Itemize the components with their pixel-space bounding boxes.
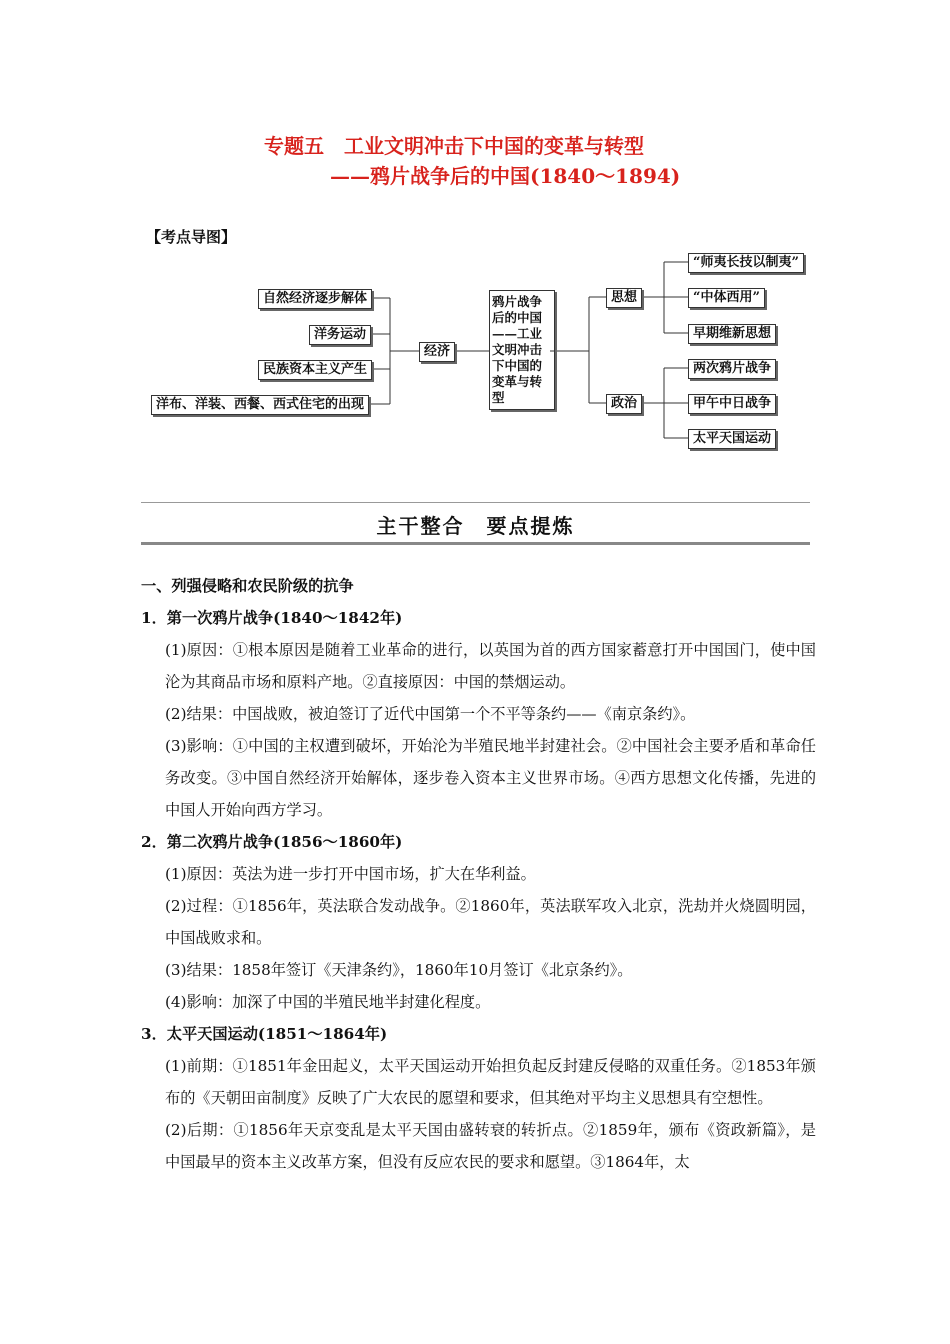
paragraph: (2)结果：中国战败，被迫签订了近代中国第一个不平等条约——《南京条约》。 (165, 705, 696, 723)
heading-level1: 一、列强侵略和农民阶级的抗争 (141, 577, 354, 595)
mindmap-node-economy: 经济 (419, 342, 455, 362)
section-rule-top (141, 502, 810, 503)
mindmap-node-politics: 政治 (606, 394, 642, 414)
mindmap-node-thought-item: 早期维新思想 (688, 324, 776, 344)
mindmap-node-politics-item: 太平天国运动 (688, 429, 776, 449)
main-content (141, 570, 816, 1178)
section-heading: 主干整合 要点提炼 (376, 514, 575, 538)
page-title: 专题五 工业文明冲击下中国的变革与转型 (264, 134, 644, 158)
section-rule-bottom (141, 542, 810, 545)
paragraph: (4)影响：加深了中国的半殖民地半封建化程度。 (165, 993, 491, 1011)
paragraph: (2)后期：①1856年天京变乱是太平天国由盛转衰的转折点。②1859年，颁布《资政新篇》，是中国最早的资本主义改革方案，但没有反应农民的要求和愿望。③1864年，太 (165, 1121, 816, 1171)
paragraph: (1)原因：①根本原因是随着工业革命的进行，以英国为首的西方国家蓄意打开中国国门，使中国沦为其商品市场和原料产地。②直接原因：中国的禁烟运动。 (165, 641, 816, 691)
paragraph: (3)影响：①中国的主权遭到破坏，开始沦为半殖民地半封建社会。②中国社会主要矛盾和革命任务改变。③中国自然经济开始解体，逐步卷入资本主义世界市场。④西方思想文化传播，先进的中国人开始向西方学习。 (165, 737, 816, 819)
guide-label: 【考点导图】 (146, 228, 237, 246)
paragraph: (1)原因：英法为进一步打开中国市场，扩大在华利益。 (165, 865, 536, 883)
paragraph: (3)结果：1858年签订《天津条约》，1860年10月签订《北京条约》。 (165, 961, 633, 979)
mindmap-node-thought: 思想 (606, 288, 642, 308)
mindmap-node-thought-item: “中体西用” (688, 288, 765, 308)
heading-item: 2．第二次鸦片战争(1856～1860年) (141, 833, 403, 851)
mindmap-node-economy-item: 洋务运动 (309, 325, 371, 345)
mindmap-node-economy-item: 民族资本主义产生 (258, 360, 372, 380)
page-subtitle: ——鸦片战争后的中国(1840～1894) (330, 164, 681, 188)
mindmap-connectors (0, 240, 950, 460)
mindmap-node-thought-item: “师夷长技以制夷” (688, 253, 804, 273)
mindmap-center-node: 鸦片战争后的中国——工业文明冲击下中国的变革与转型 (489, 290, 555, 410)
mindmap-node-economy-item: 洋布、洋装、西餐、西式住宅的出现 (151, 395, 369, 415)
heading-item: 1．第一次鸦片战争(1840～1842年) (141, 609, 403, 627)
mindmap-node-politics-item: 甲午中日战争 (688, 394, 776, 414)
mindmap-node-politics-item: 两次鸦片战争 (688, 359, 776, 379)
paragraph: (2)过程：①1856年，英法联合发动战争。②1860年，英法联军攻入北京，洗劫并火烧圆明园，中国战败求和。 (165, 897, 816, 947)
heading-item: 3．太平天国运动(1851～1864年) (141, 1025, 388, 1043)
paragraph: (1)前期：①1851年金田起义，太平天国运动开始担负起反封建反侵略的双重任务。②1853年颁布的《天朝田亩制度》反映了广大农民的愿望和要求，但其绝对平均主义思想具有空想性。 (165, 1057, 816, 1107)
mindmap-node-economy-item: 自然经济逐步解体 (258, 289, 372, 309)
